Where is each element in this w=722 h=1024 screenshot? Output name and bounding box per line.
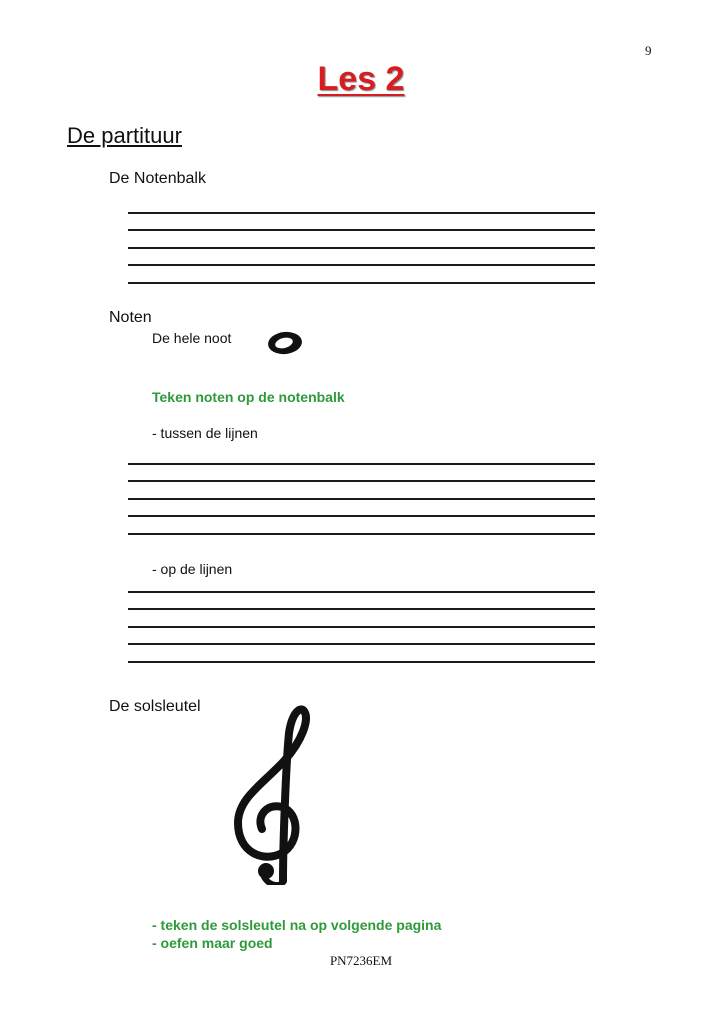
section-title: De partituur xyxy=(67,123,182,148)
lesson-title: Les 2 xyxy=(317,60,405,98)
staff-line xyxy=(128,515,595,517)
staff-line xyxy=(128,533,595,535)
staff-line xyxy=(128,463,595,465)
staff-line xyxy=(128,626,595,628)
whole-note-icon xyxy=(266,328,304,358)
whole-note-label: De hele noot xyxy=(152,330,232,346)
staff-line xyxy=(128,643,595,645)
staff-line xyxy=(128,264,595,266)
staff-line xyxy=(128,282,595,284)
exercise-heading: Teken noten op de notenbalk xyxy=(152,389,345,405)
staff-line xyxy=(128,661,595,663)
staff-line xyxy=(128,480,595,482)
on-lines-label: - op de lijnen xyxy=(152,561,233,577)
treble-clef-icon xyxy=(226,703,316,885)
staff-line xyxy=(128,498,595,500)
staff-line xyxy=(128,608,595,610)
staff-line xyxy=(128,591,595,593)
footer-code: PN7236EM xyxy=(329,953,393,968)
staff-line xyxy=(128,247,595,249)
between-lines-label: - tussen de lijnen xyxy=(152,425,258,441)
notenbalk-heading: De Notenbalk xyxy=(109,170,206,187)
staff-line xyxy=(128,229,595,231)
noten-heading: Noten xyxy=(109,309,152,326)
staff-line xyxy=(128,212,595,214)
instruction-2: - oefen maar goed xyxy=(152,935,273,951)
page-number: 9 xyxy=(645,43,652,58)
instruction-1: - teken de solsleutel na op volgende pagina xyxy=(152,917,442,933)
solsleutel-heading: De solsleutel xyxy=(109,698,201,715)
